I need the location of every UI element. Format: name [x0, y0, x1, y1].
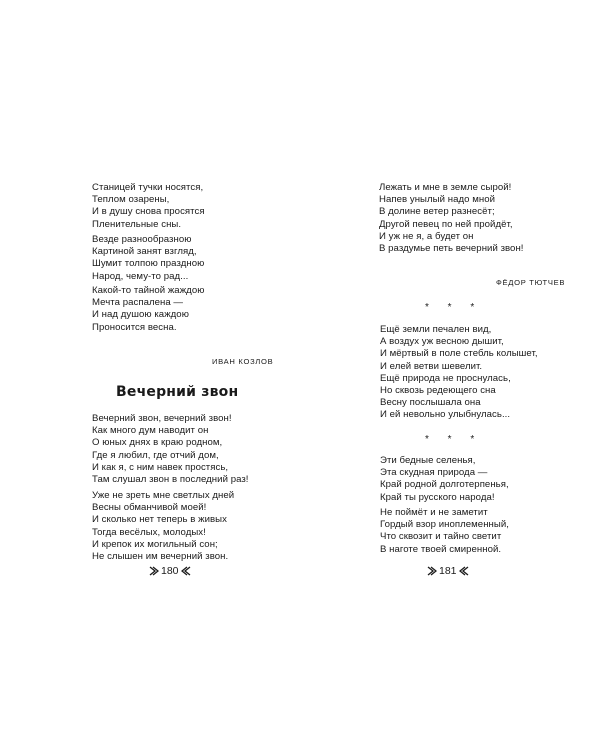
verse-line: Народ, чему-то рад...: [92, 270, 189, 282]
verse-line: И ей невольно улыбнулась...: [380, 409, 511, 421]
verse-line: Ещё природа не проснулась,: [380, 372, 511, 384]
verse-line: Лежать и мне в земле сырой!: [379, 182, 512, 193]
stanza: [92, 413, 249, 486]
page-number-text: 181: [439, 565, 457, 577]
verse-line: И елей ветви шевелит.: [380, 360, 483, 372]
verse-line: Там слушал звон в последний раз!: [92, 474, 249, 486]
stanza: [380, 507, 509, 556]
section-separator: * * *: [425, 302, 483, 313]
verse-line: И мёртвый в поле стебль колышет,: [380, 348, 538, 360]
verse-line: И сколько нет теперь в живых: [92, 514, 227, 526]
verse-line: Эти бедные селенья,: [380, 455, 476, 466]
verse-line: Не слышен им вечерний звон.: [92, 551, 229, 563]
verse-line: Мечта распалена —: [92, 297, 184, 309]
verse-line: Картиной занят взгляд,: [92, 246, 197, 258]
verse-line: И крепок их могильный сон;: [92, 538, 218, 550]
verse-line: Теплом озарены,: [92, 194, 170, 206]
verse-line: В наготе твоей смиренной.: [380, 543, 502, 555]
right-page: [300, 0, 600, 750]
verse-line: Ещё земли печален вид,: [380, 324, 492, 335]
verse-line: В раздумье петь вечерний звон!: [379, 243, 524, 255]
author-name: ФЁДОР ТЮТЧЕВ: [496, 278, 566, 287]
verse-line: Тогда весёлых, молодых!: [92, 526, 206, 538]
verse-line: Край родной долготерпенья,: [380, 479, 509, 491]
verse-line: Весны обманчивой моей!: [92, 502, 207, 514]
verse-line: Что сквозит и тайно светит: [380, 531, 502, 543]
page-number: [427, 565, 469, 577]
verse-line: Уже не зреть мне светлых дней: [92, 490, 235, 501]
verse-line: Край ты русского народа!: [380, 491, 495, 503]
verse-line: О юных днях в краю родном,: [92, 437, 223, 449]
verse-line: И в душу снова просятся: [92, 206, 205, 218]
verse-line: Другой певец по ней пройдёт,: [379, 218, 513, 230]
verse-line: Гордый взор иноплеменный,: [380, 519, 509, 531]
verse-line: Какой-то тайной жаждою: [92, 285, 205, 296]
verse-line: Где я любил, где отчий дом,: [92, 449, 219, 461]
verse-line: Везде разнообразною: [92, 234, 192, 245]
verse-line: Напев унылый надо мной: [379, 194, 495, 206]
verse-line: Станицей тучки носятся,: [92, 182, 204, 193]
verse-line: Проносится весна.: [92, 321, 177, 333]
ornament-right-icon: [459, 565, 469, 577]
author-name: ИВАН КОЗЛОВ: [212, 357, 274, 366]
verse-line: Вечерний звон, вечерний звон!: [92, 413, 232, 424]
stanza: [92, 285, 204, 334]
stanza: [92, 182, 205, 231]
stanza: [92, 490, 234, 563]
verse-line: И как я, с ним навек простясь,: [92, 461, 229, 473]
verse-line: Шумит толпою праздною: [92, 258, 205, 270]
verse-line: Но сквозь редеющего сна: [380, 385, 496, 397]
stanza: [380, 324, 538, 422]
stanza: [92, 234, 204, 283]
page-number: [149, 565, 191, 577]
ornament-left-icon: [427, 565, 437, 577]
verse-line: Весну послышала она: [380, 397, 481, 409]
ornament-left-icon: [149, 565, 159, 577]
stanza: [379, 182, 524, 255]
verse-line: Эта скудная природа —: [380, 467, 488, 479]
verse-line: В долине ветер разнесёт;: [379, 206, 495, 218]
verse-line: А воздух уж весною дышит,: [380, 336, 504, 348]
verse-line: Не поймёт и не заметит: [380, 507, 488, 518]
stanza: [380, 455, 509, 504]
verse-line: Пленительные сны.: [92, 218, 182, 230]
ornament-right-icon: [181, 565, 191, 577]
section-separator: * * *: [425, 434, 483, 445]
poem-title: Вечерний звон: [116, 384, 239, 400]
verse-line: И уж не я, а будет он: [379, 230, 474, 242]
page-number-text: 180: [161, 565, 179, 577]
verse-line: И над душою каждою: [92, 309, 189, 321]
verse-line: Как много дум наводит он: [92, 425, 209, 437]
